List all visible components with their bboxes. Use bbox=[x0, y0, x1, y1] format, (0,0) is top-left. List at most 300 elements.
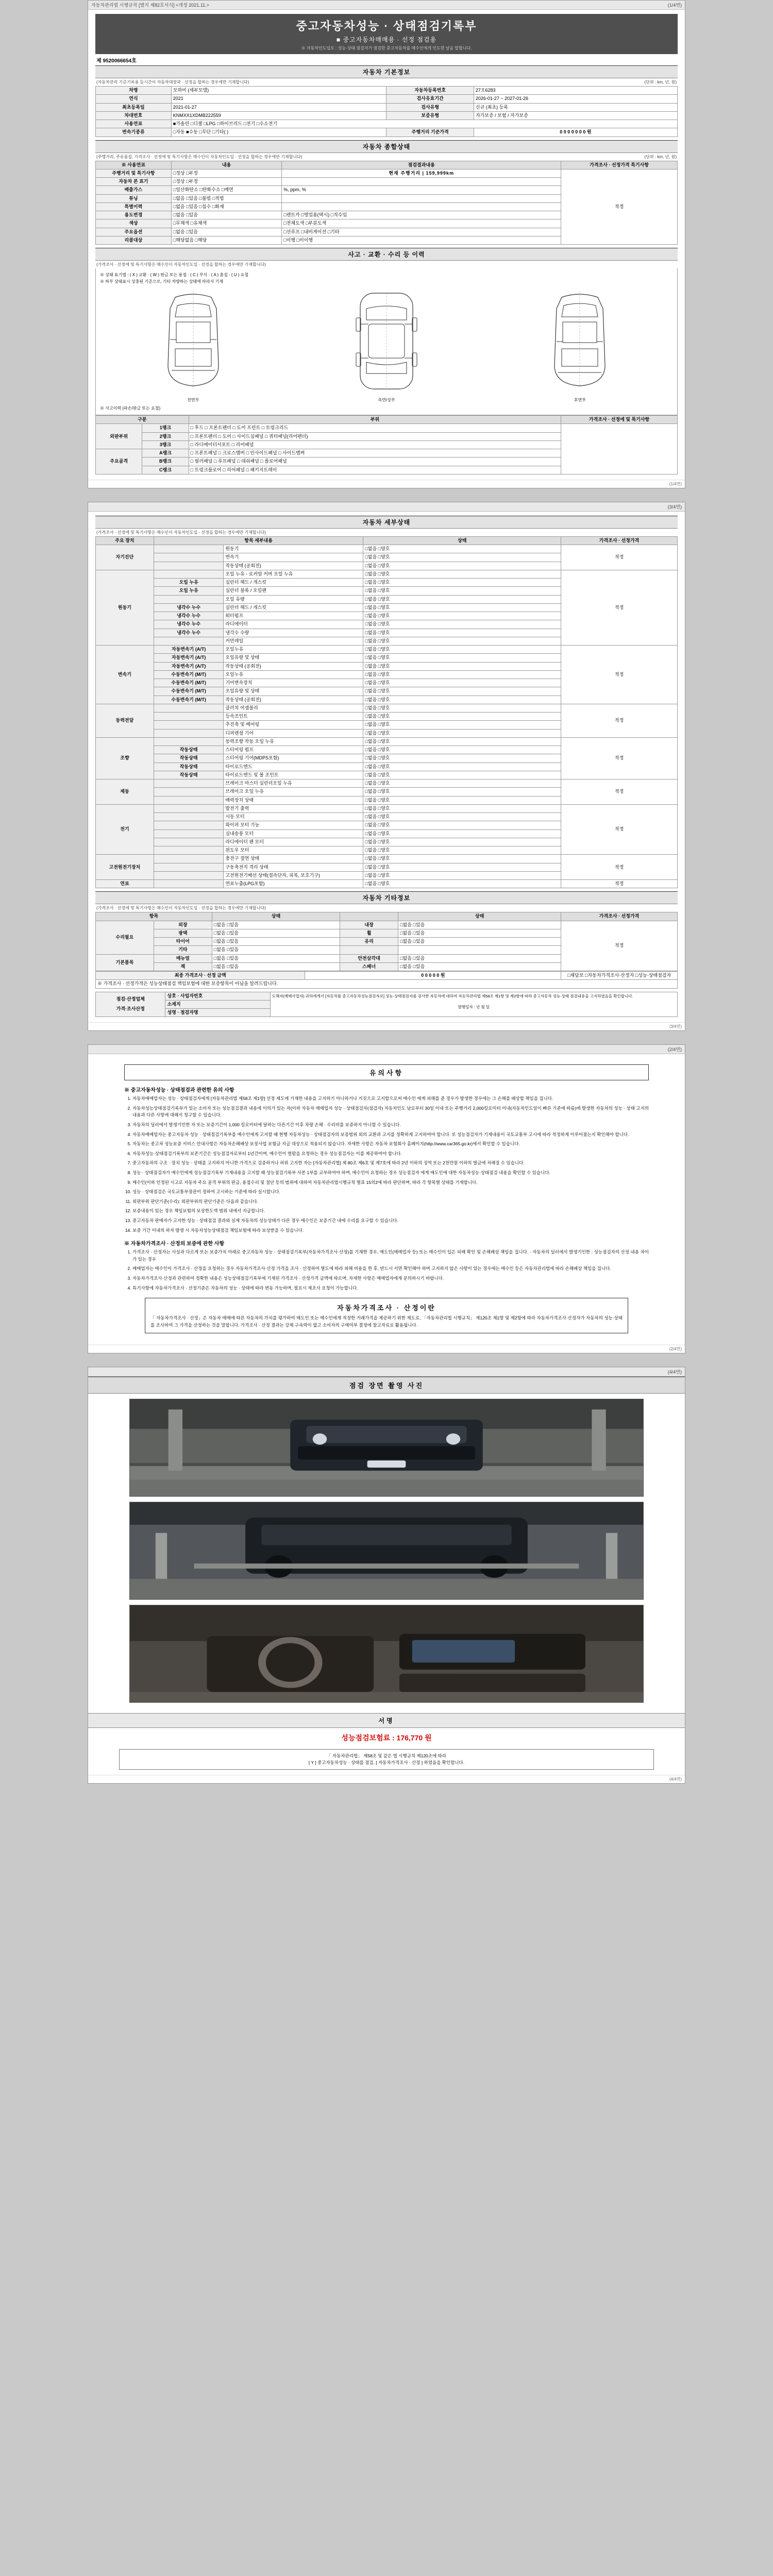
total-price-value: 0 0 0 0 0 원 bbox=[305, 972, 561, 980]
detail-sub-label: 작동상태 bbox=[154, 762, 223, 771]
damage-rank: 2랭크 bbox=[142, 432, 189, 440]
detail-item-state[interactable]: □없음 □양호 bbox=[363, 771, 561, 779]
legal-footer-line-1: 「 자동차관리법」 제58조 및 같은 법 시행규칙 제120조에 따라 bbox=[327, 1753, 446, 1759]
detail-item-name: 냉각수 수량 bbox=[224, 629, 363, 637]
detail-sub-label bbox=[154, 562, 223, 570]
notice-item: 6. 자동차성능·상태점검기록부의 보존기간은 성능점검자로부터 1년간이며, 매수인이 열람을 요청하는 경우 성능점검자는 이를 제공하여야 합니다. bbox=[132, 1150, 649, 1158]
detail-item-state[interactable]: □없음 □양호 bbox=[363, 821, 561, 829]
detail-item-state[interactable]: □없음 □양호 bbox=[363, 629, 561, 637]
detail-item-name: 스티어링 펌프 bbox=[224, 746, 363, 754]
car-top-caption: 측면/상부 bbox=[378, 398, 395, 402]
basic-label: 차대번호 bbox=[96, 111, 172, 120]
notice-item: 3. 자동차가격조사·산정과 관련하여 정확한 내용은 성능상태점검기록부에 기재된 가격조사 · 산정가격 금액에 따르며, 자세한 사항은 매매업자에게 문의하시기 바랍니다. bbox=[132, 1275, 649, 1282]
table-header-row bbox=[96, 416, 678, 424]
notice-item: 2. 매매업자는 매수인이 가격조사 · 산정을 요청하는 경우 자동차가격조사·산정 가격을 조사 · 산정하여 별도에 따라 피해 비용을 한 후, 반드시 서면 확인해야 하며 고지하지 않은 사항이 있는 경우에는 매수인 등은 자동차관리법에 따라 손해배상 책임을 집니다. bbox=[132, 1265, 649, 1273]
detail-sub-label: 오일 누유 bbox=[154, 579, 223, 587]
car-top-svg bbox=[343, 288, 430, 396]
detail-sub-label bbox=[154, 779, 223, 788]
basic-desc-left: (자동차관리 기준기록용 등시간이 자동차대장과 · 선정을 합하는 경우에만 기재합니다) bbox=[96, 80, 249, 84]
etc-note: 적정 bbox=[561, 921, 678, 971]
etc-item-state-2[interactable] bbox=[398, 946, 561, 954]
issuer-row-label: 소재지 bbox=[165, 1000, 270, 1008]
overall-row-state[interactable]: □무채색 □유채색 bbox=[171, 219, 282, 228]
table-row bbox=[96, 779, 678, 788]
detail-sub-label bbox=[154, 880, 223, 888]
detail-item-state[interactable]: □없음 □양호 bbox=[363, 804, 561, 812]
detail-item-name: 커먼레일 bbox=[224, 637, 363, 645]
document-subtitle: ■ 중고자동차매매용 · 선정 점검용 bbox=[336, 36, 437, 43]
etc-item-label: 잭 bbox=[154, 962, 212, 971]
detail-item-state[interactable]: □없음 □양호 bbox=[363, 662, 561, 670]
table-row bbox=[96, 980, 678, 988]
issuer-body-text: 도해자(매매사업자) 귀하에게서 [자동차를 중고자동차성능점검자로] 성능·상태점검자를 검사한 자동차에 대하여 자동차관리법 제58조 제1항 및 제2항에 따라 중고자동차 성능·상태 점검내용을 고지하였음을 확인합니다. bbox=[272, 993, 633, 998]
detail-group-label: 조향 bbox=[96, 737, 154, 779]
detail-item-name: 타이로드엔드 bbox=[224, 762, 363, 771]
basic-value: 신규 (최초) 등록 bbox=[474, 103, 677, 111]
notice-title: 유의사항 bbox=[124, 1064, 649, 1080]
page-4 bbox=[88, 1367, 685, 1784]
issuer-body-cell bbox=[270, 992, 677, 1017]
detail-item-name: 고전원전기배선 상태(접속단자, 피복, 보호기구) bbox=[224, 871, 363, 879]
damage-col-0: 구분 bbox=[96, 416, 189, 424]
etc-item-state-2[interactable]: □없음 □있음 bbox=[398, 962, 561, 971]
basic-value: 2021-01-27 bbox=[171, 103, 386, 111]
detail-group-note: 적정 bbox=[561, 646, 678, 704]
detail-sub-label bbox=[154, 713, 223, 721]
detail-sub-label bbox=[154, 595, 223, 603]
etc-col-1: 상태 bbox=[212, 912, 340, 921]
mileage-value: 현재 주행거리 | 159,999km bbox=[282, 169, 561, 177]
page-3-strip-right: (2/4면) bbox=[667, 1047, 682, 1053]
detail-item-name: 시동 모터 bbox=[224, 813, 363, 821]
damage-rank: C랭크 bbox=[142, 466, 189, 474]
detail-item-name: 오일 유량 bbox=[224, 595, 363, 603]
detail-group-label: 제동 bbox=[96, 779, 154, 805]
overall-desc-left: (주행거리, 주유품질, 가격조사 · 선정에 및 특기사항은 매수인이 자동차인도일 · 선정을 합하는 경우에만 기재합니다) bbox=[96, 154, 303, 159]
table-row bbox=[96, 111, 678, 120]
overall-col-2: 점검결과내용 bbox=[282, 161, 561, 169]
basic-label: 차명 bbox=[96, 87, 172, 95]
section-etc-title: 자동차 기타정보 bbox=[95, 891, 678, 904]
detail-item-state[interactable]: □없음 □양호 bbox=[363, 788, 561, 796]
etc-item-label-2: 내장 bbox=[340, 921, 398, 929]
detail-sub-label bbox=[154, 553, 223, 562]
damage-rank: A랭크 bbox=[142, 449, 189, 457]
accident-desc: (가격조사 · 선정에 및 특기사항은 매수인이 자동차인도일 · 선정을 합하는 경우에만 기재합니다) bbox=[96, 262, 266, 267]
overall-row-state[interactable]: □일산화탄소 □탄화수소 □매연 bbox=[171, 186, 282, 194]
overall-row-content: □이행 □미이행 bbox=[282, 236, 561, 244]
section-detail-title: 자동차 세부상태 bbox=[95, 516, 678, 529]
notice-item: 11. 외판부위 판단기준(수리): 외판부위의 판단기준은 다음과 같습니다. bbox=[132, 1198, 649, 1206]
table-row bbox=[96, 570, 678, 578]
detail-col-3: 가격조사 · 선정가격 bbox=[561, 536, 678, 545]
detail-sub-label bbox=[154, 729, 223, 737]
damage-note bbox=[561, 424, 678, 474]
detail-sub-label: 자동변속기 (A/T) bbox=[154, 662, 223, 670]
basic-value: 자가보증 / 보험 / 자가보증 bbox=[474, 111, 677, 120]
detail-sub-label bbox=[154, 838, 223, 846]
detail-item-name: 구동축전지 격리 상태 bbox=[224, 863, 363, 871]
inspection-photo-1[interactable] bbox=[129, 1399, 644, 1497]
basic-value: 27오6283 bbox=[474, 87, 677, 95]
overall-row-state[interactable]: □없음 □있음 □불법 □적법 bbox=[171, 194, 282, 202]
table-row bbox=[96, 128, 678, 137]
detail-item-name: 클러치 어셈블리 bbox=[224, 704, 363, 712]
etc-item-state-2[interactable]: □없음 □있음 bbox=[398, 929, 561, 937]
detail-item-name: 연료누출(LPG포함) bbox=[224, 880, 363, 888]
overall-col-3: 가격조사 · 선정가격 특기사항 bbox=[561, 161, 678, 169]
detail-item-state[interactable]: □없음 □양호 bbox=[363, 737, 561, 745]
overall-row-label: 특별이력 bbox=[96, 202, 172, 211]
etc-item-state-2[interactable]: □없음 □있음 bbox=[398, 938, 561, 946]
overall-row-state[interactable]: □정상 □부정 bbox=[171, 169, 282, 177]
detail-item-name: 배력장치 상태 bbox=[224, 796, 363, 804]
car-rear-caption: 후면부 bbox=[574, 398, 586, 402]
overall-row-label: 색상 bbox=[96, 219, 172, 228]
notice-item: 2. 자동차성능상태점검기록부가 있는 소비자 또는 성능점검결과 내용에 이의가 있는 자(이하 자동차 매매업자 성능 · 상태점검자(점검자) 자동차인도 날로부터 30일 이내 또는 주행거리 2,000킬로미터 이내(자동차인도일이 빠른 기준에 따름)에 발생한 자동차의 성능 · 상태 고지의 내용과 다른 사항에 대해서 청구할 수 있습니다. bbox=[132, 1105, 649, 1119]
detail-item-name: 실린더 헤드 / 개스킷 bbox=[224, 579, 363, 587]
detail-item-state[interactable]: □없음 □양호 bbox=[363, 687, 561, 696]
detail-group-note: 적정 bbox=[561, 855, 678, 880]
detail-sub-label bbox=[154, 737, 223, 745]
detail-item-name: 작동상태 (공회전) bbox=[224, 662, 363, 670]
detail-group-note: 적정 bbox=[561, 545, 678, 570]
etc-col-0: 항목 bbox=[96, 912, 212, 921]
detail-item-state[interactable]: □없음 □양호 bbox=[363, 570, 561, 578]
detail-item-name: 오일누유 bbox=[224, 670, 363, 679]
overall-row-content: □선루프 □내비게이션 □기타 bbox=[282, 228, 561, 236]
etc-category-label: 기본품목 bbox=[96, 954, 154, 971]
table-row bbox=[96, 804, 678, 812]
basic-label: 주행거리 기준가격 bbox=[386, 128, 474, 137]
basic-label: 사용연료 bbox=[96, 120, 172, 128]
section-etc-desc bbox=[95, 904, 678, 912]
detail-item-state[interactable]: □없음 □양호 bbox=[363, 612, 561, 620]
detail-group-note: 적정 bbox=[561, 704, 678, 737]
damage-items[interactable]: □ 트렁크플로어 □ 리어패널 □ 패키지트레이 bbox=[189, 466, 561, 474]
detail-sub-label: 작동상태 bbox=[154, 746, 223, 754]
detail-desc: (가격조사 · 선정에 및 특기사항은 매수인이 자동차인도일 · 선정을 합하는 경우에만 기재합니다) bbox=[96, 530, 266, 535]
overall-row-state[interactable]: □해당없음 □해당 bbox=[171, 236, 282, 244]
detail-sub-label bbox=[154, 721, 223, 729]
detail-sub-label: 작동상태 bbox=[154, 754, 223, 762]
detail-sub-label bbox=[154, 846, 223, 855]
document-number-value: 9520066654호 bbox=[103, 58, 137, 64]
overall-row-label: 리콜대상 bbox=[96, 236, 172, 244]
photo-gallery bbox=[88, 1394, 685, 1713]
basic-info-table bbox=[95, 86, 678, 137]
overall-row-state[interactable]: □없음 □있음 bbox=[171, 228, 282, 236]
basic-value: 2021 bbox=[171, 95, 386, 103]
detail-item-name: 실린더 헤드 / 개스킷 bbox=[224, 603, 363, 612]
overall-note: 적정 bbox=[561, 169, 678, 244]
detail-item-state[interactable]: □없음 □양호 bbox=[363, 871, 561, 879]
car-diagram-rear bbox=[541, 288, 618, 403]
diagram-legend-2: ※ 하부 상태표시 상충된 기준으로, 기타 차량하는 상태에 따라서 기재 bbox=[100, 279, 223, 284]
damage-category: 외판부위 bbox=[96, 424, 142, 449]
notice-item: 1. 가격조사 · 산정자는 사실과 다르게 또는 보증가치 아래로 중고자동차 성능 · 상태점검기록부(자동차가격조사·산정)를 기재한 경우, 매도인(매매업자 등) 또는 매수인이 입은 피해 확인 및 손해배상 책임을 집니다. · 자동차의 딜러에서 발생기인한 : 성능점검자의 산정 내용 차이가 있는 경우 bbox=[132, 1249, 649, 1263]
overall-row-state[interactable]: □정상 □부정 bbox=[171, 178, 282, 186]
detail-item-state[interactable]: □없음 □양호 bbox=[363, 813, 561, 821]
diagram-legend-1: ※ 상태 표기법 : ( X ) 교환 · ( W ) 판금 또는 용접 · ( C ) 부식 · ( A ) 흠집 · ( U ) 요철 bbox=[100, 273, 249, 277]
detail-group-note: 적정 bbox=[561, 804, 678, 855]
basic-value: KNMXX1XDMB222559 bbox=[171, 111, 386, 120]
detail-item-state[interactable]: □없음 □양호 bbox=[363, 637, 561, 645]
basic-label: 검사유형 bbox=[386, 103, 474, 111]
detail-sub-label bbox=[154, 637, 223, 645]
detail-item-state[interactable]: □없음 □양호 bbox=[363, 562, 561, 570]
damage-items[interactable]: □ 프론트펜더 □ 도어 □ 사이드실패널 □ 쿼터패널(리어펜더) bbox=[189, 432, 561, 440]
detail-item-state[interactable]: □없음 □양호 bbox=[363, 670, 561, 679]
insurance-fee-line bbox=[88, 1728, 685, 1746]
detail-item-state[interactable]: □없음 □양호 bbox=[363, 754, 561, 762]
etc-item-state[interactable]: □없음 □있음 bbox=[212, 929, 340, 937]
detail-item-name: 와이퍼 모터 기능 bbox=[224, 821, 363, 829]
notice-heading-2: ※ 자동차가격조사 · 산정의 보증에 관한 사항 bbox=[124, 1241, 225, 1247]
detail-state-table bbox=[95, 536, 678, 889]
etc-category-label: 수리필요 bbox=[96, 921, 154, 954]
detail-sub-label: 작동상태 bbox=[154, 771, 223, 779]
detail-group-label: 전기 bbox=[96, 804, 154, 855]
page-2-strip-right: (3/4면) bbox=[667, 504, 682, 510]
basic-desc-right: (단위 : km, 년, 원) bbox=[644, 80, 677, 84]
etc-item-label-2: 안전삼각대 bbox=[340, 954, 398, 962]
detail-sub-label: 냉각수 누수 bbox=[154, 603, 223, 612]
detail-item-state[interactable]: □없음 □양호 bbox=[363, 762, 561, 771]
etc-item-state[interactable]: □없음 □있음 bbox=[212, 954, 340, 962]
detail-item-state[interactable]: □없음 □양호 bbox=[363, 863, 561, 871]
issuer-row-label: 상호 · 사업자번호 bbox=[165, 992, 270, 1000]
document-number-label: 제 bbox=[96, 58, 102, 64]
guarantee-box bbox=[145, 1298, 628, 1333]
detail-item-state[interactable]: □없음 □양호 bbox=[363, 713, 561, 721]
notice-list bbox=[132, 1095, 649, 1234]
notice-item: 3. 자동차의 딜러에서 발생기인한 자 또는 보증기간이 1,000 킬로미터에 달하는 다른기간 이후 차량 손해 · 수리비를 보증하지 아니할 수 있습니다. bbox=[132, 1122, 649, 1129]
table-row bbox=[96, 120, 678, 128]
detail-col-1: 항목 세부내용 bbox=[154, 536, 363, 545]
detail-item-state[interactable]: □없음 □양호 bbox=[363, 746, 561, 754]
etc-item-label: 외장 bbox=[154, 921, 212, 929]
signature-bar: 서명 bbox=[88, 1713, 685, 1728]
overall-row-content bbox=[282, 202, 561, 211]
overall-row-state[interactable]: □없음 □있음 □침수 □화재 bbox=[171, 202, 282, 211]
basic-value: 2026-01-27 ~ 2027-01-26 bbox=[474, 95, 677, 103]
overall-desc-right: (단위 : km, 년, 원) bbox=[644, 154, 677, 159]
etc-item-state-2[interactable]: □없음 □있음 bbox=[398, 921, 561, 929]
issuer-left-label bbox=[96, 992, 165, 1017]
page-1-bottom-strip: (1/4면) bbox=[88, 480, 685, 488]
form-reference: 자동차관리법 시행규칙 [별지 제82호서식] <개정 2021.11.> bbox=[91, 3, 209, 8]
table-row bbox=[96, 424, 678, 432]
issuer-table bbox=[95, 992, 678, 1018]
detail-group-note: 적정 bbox=[561, 737, 678, 779]
page-3 bbox=[88, 1044, 685, 1353]
detail-sub-label: 수동변속기 (M/T) bbox=[154, 679, 223, 687]
detail-sub-label bbox=[154, 855, 223, 863]
checker-type[interactable]: □재담보 □자동차가격조사·산정자 □성능·상태점검자 bbox=[561, 972, 678, 980]
detail-item-name: 워터펌프 bbox=[224, 612, 363, 620]
detail-col-0: 주요 장치 bbox=[96, 536, 154, 545]
detail-sub-label: 냉각수 누수 bbox=[154, 629, 223, 637]
notice-item: 4. 특기사항에 자동차가격조사 · 산정기준은 자동차의 성능 · 상태에 따라 변동 가능하며, 필요시 재조사 요청이 가능합니다. bbox=[132, 1285, 649, 1292]
etc-item-state-2[interactable]: □없음 □있음 bbox=[398, 954, 561, 962]
notice-item: 13. 중고자동차 판매자가 고지한 성능 · 상태점검 결과와 실제 자동차의 성능상태가 다른 경우 매수인은 보증기간 내에 수리를 요구할 수 있습니다. bbox=[132, 1217, 649, 1225]
detail-item-state[interactable]: □없음 □양호 bbox=[363, 829, 561, 838]
detail-item-state[interactable]: □없음 □양호 bbox=[363, 779, 561, 788]
insurance-fee-value: 176,770 원 bbox=[396, 1734, 432, 1742]
page-2-top-strip bbox=[88, 502, 685, 512]
basic-label: 변속기종류 bbox=[96, 128, 172, 137]
detail-group-label: 고전원전기장치 bbox=[96, 855, 154, 880]
document-note: ※ 자동차인도일로 : 성능·상태 점검자가 점검한 중고자동차를 매수인에게 인도한 날을 말합니다. bbox=[301, 46, 472, 50]
overall-col-0: ※ 사용연료 bbox=[96, 161, 172, 169]
detail-item-state[interactable]: □없음 □양호 bbox=[363, 696, 561, 704]
detail-item-state[interactable]: □없음 □양호 bbox=[363, 545, 561, 553]
detail-item-name: 실린더 블록 / 오일팬 bbox=[224, 587, 363, 595]
car-diagram-row bbox=[99, 285, 674, 403]
detail-item-state[interactable]: □없음 □양호 bbox=[363, 721, 561, 729]
detail-item-state[interactable]: □없음 □양호 bbox=[363, 704, 561, 712]
detail-item-name: 동력조향 작동 오일 누유 bbox=[224, 737, 363, 745]
overall-row-label: 용도변경 bbox=[96, 211, 172, 219]
etc-item-state[interactable]: □없음 □있음 bbox=[212, 938, 340, 946]
table-header-row bbox=[96, 536, 678, 545]
notice-item: 4. 자동차매매업자는 중고자동차 성능 · 상태점검기록부를 매수인에게 고지할 때 현행 자동차성능 · 상태점검자의 보증범위 외의 교환과 고지를 정확하게 고지하여야 합니다. 또 성능점검자가 기재내용이 국토교통부 고시에 따라 적정하게 이루어졌는지 확인해야 합니다. bbox=[132, 1131, 649, 1139]
detail-item-name: 발전기 출력 bbox=[224, 804, 363, 812]
car-diagram-top bbox=[343, 288, 430, 403]
detail-item-state[interactable]: □없음 □양호 bbox=[363, 679, 561, 687]
detail-sub-label bbox=[154, 796, 223, 804]
etc-table bbox=[95, 912, 678, 971]
basic-value: ■가솔린 □디젤 □LPG □하이브리드 □전기 □수소전기 bbox=[171, 120, 677, 128]
overall-row-content: □전체도색 □부분도색 bbox=[282, 219, 561, 228]
detail-item-name: 브레이크 마스터 실린더오일 누유 bbox=[224, 779, 363, 788]
notice-heading-1: ※ 중고자동차성능 · 상태점검과 관련한 유의 사항 bbox=[124, 1088, 234, 1094]
section-accident-title: 사고 · 교환 · 수리 등 이력 bbox=[95, 248, 678, 261]
detail-item-name: 기어변속장치 bbox=[224, 679, 363, 687]
etc-item-state[interactable]: □없음 □있음 bbox=[212, 946, 340, 954]
etc-item-state[interactable]: □없음 □있음 bbox=[212, 921, 340, 929]
table-row bbox=[96, 103, 678, 111]
etc-item-label-2: 스패너 bbox=[340, 962, 398, 971]
overall-row-label: 튜닝 bbox=[96, 194, 172, 202]
car-diagram-front bbox=[155, 288, 232, 403]
detail-group-label: 자기진단 bbox=[96, 545, 154, 570]
basic-label: 연식 bbox=[96, 95, 172, 103]
detail-item-state[interactable]: □없음 □양호 bbox=[363, 654, 561, 662]
damage-items[interactable]: □ 프론트패널 □ 크로스멤버 □ 인사이드패널 □ 사이드멤버 bbox=[189, 449, 561, 457]
section-accident-desc bbox=[95, 261, 678, 268]
detail-item-state[interactable]: □없음 □양호 bbox=[363, 646, 561, 654]
page-4-strip-right: (4/4면) bbox=[667, 1369, 682, 1375]
total-price-table bbox=[95, 971, 678, 989]
detail-group-label: 원동기 bbox=[96, 570, 154, 645]
notice-item: 1. 자동차매매업자는 성능 · 상태점검자에게 [자동차관리법 제58조 제1항] 선정 제도에 기재한 내용을 고지하기 아니하거나 거짓으로 고지할으로써 매수인 에게 피해를 준 경우가 발생한 경우에는 그 손해를 배상할 책임을 집니다. bbox=[132, 1095, 649, 1103]
accident-extra-note: ※ 사고이력 (파손/판금 또는 요철) bbox=[100, 406, 161, 411]
damage-items[interactable]: □ 필러패널 □ 루프패널 □ 대쉬패널 □ 플로어패널 bbox=[189, 457, 561, 466]
detail-sub-label: 냉각수 누수 bbox=[154, 612, 223, 620]
table-row bbox=[96, 545, 678, 553]
detail-sub-label bbox=[154, 788, 223, 796]
inspection-photo-3[interactable] bbox=[129, 1605, 644, 1703]
notice-item: 12. 보증내용이 있는 경우 책임보험의 보상한도액 범위 내에서 지급합니다. bbox=[132, 1208, 649, 1215]
detail-sub-label bbox=[154, 804, 223, 812]
detail-item-name: 라디에이터 bbox=[224, 620, 363, 629]
etc-item-state[interactable]: □없음 □있음 bbox=[212, 962, 340, 971]
damage-rank: B랭크 bbox=[142, 457, 189, 466]
detail-sub-label: 자동변속기 (A/T) bbox=[154, 654, 223, 662]
table-row bbox=[96, 95, 678, 103]
detail-item-state[interactable]: □없음 □양호 bbox=[363, 553, 561, 562]
detail-item-name: 충전구 절연 상태 bbox=[224, 855, 363, 863]
damage-diagram-area bbox=[95, 268, 678, 415]
detail-item-name: 타이로드엔드 및 볼 조인트 bbox=[224, 771, 363, 779]
detail-sub-label: 오일 누유 bbox=[154, 587, 223, 595]
detail-sub-label: 수동변속기 (M/T) bbox=[154, 670, 223, 679]
total-price-label: 최종 가격조사 · 선정 금액 bbox=[96, 972, 305, 980]
table-row bbox=[96, 704, 678, 712]
detail-item-state[interactable]: □없음 □양호 bbox=[363, 729, 561, 737]
section-detail-desc bbox=[95, 529, 678, 536]
damage-items[interactable]: □ 후드 □ 프론트펜더 □ 도어 프런트 □ 트렁크리드 bbox=[189, 424, 561, 432]
detail-item-state[interactable]: □없음 □양호 bbox=[363, 595, 561, 603]
detail-item-name: 오일유량 및 상태 bbox=[224, 687, 363, 696]
detail-sub-label bbox=[154, 570, 223, 578]
notice-item: 5. 자동차는 중고차 성능보증 서비스 안내사항은 자동차손해배상 보장사업 보험금 지급 대상으로 적용되지 않습니다. 자세한 사항은 자동차 보험회사 홈페이지(http://www.car365.go.kr)에서 확인할 수 있습니다. bbox=[132, 1141, 649, 1148]
page-4-bottom-strip: (4/4면) bbox=[88, 1775, 685, 1783]
table-header-row bbox=[96, 912, 678, 921]
etc-item-label: 기타 bbox=[154, 946, 212, 954]
detail-sub-label: 수동변속기 (M/T) bbox=[154, 687, 223, 696]
detail-item-state[interactable]: □없음 □양호 bbox=[363, 579, 561, 587]
inspection-photo-2[interactable] bbox=[129, 1502, 644, 1600]
detail-item-state[interactable]: □없음 □양호 bbox=[363, 855, 561, 863]
notice-item: 10. 성능 · 상태점검은 국토교통부장관이 정하여 고시하는 기준에 따라 실시합니다. bbox=[132, 1189, 649, 1196]
detail-item-state[interactable]: □없음 □양호 bbox=[363, 846, 561, 855]
detail-item-state[interactable]: □없음 □양호 bbox=[363, 796, 561, 804]
issuer-left-label-2: 가격·조사산정 bbox=[116, 1006, 145, 1012]
detail-item-state[interactable]: □없음 □양호 bbox=[363, 587, 561, 595]
detail-group-note: 적정 bbox=[561, 880, 678, 888]
etc-item-label-2 bbox=[340, 946, 398, 954]
issuer-row-label: 성명 · 점검자명 bbox=[165, 1009, 270, 1017]
detail-item-state[interactable]: □없음 □양호 bbox=[363, 880, 561, 888]
inspection-photo-2-svg bbox=[130, 1502, 643, 1599]
damage-rank: 1랭크 bbox=[142, 424, 189, 432]
notice-item: 14. 보증 기간 이내의 하자 발생 시 자동차성능상태점검 책임보험에 따라 보상받을 수 있습니다. bbox=[132, 1227, 649, 1234]
etc-col-0b bbox=[340, 912, 398, 921]
page-1 bbox=[88, 0, 685, 488]
overall-row-content bbox=[282, 178, 561, 186]
damage-col-2: 가격조사 · 선정에 및 특기사항 bbox=[561, 416, 678, 424]
overall-row-state[interactable]: □없음 □있음 bbox=[171, 211, 282, 219]
detail-col-2: 상태 bbox=[363, 536, 561, 545]
detail-item-name: 스티어링 기어(MDPS포함) bbox=[224, 754, 363, 762]
basic-label: 자동차등록번호 bbox=[386, 87, 474, 95]
basic-label: 보증유형 bbox=[386, 111, 474, 120]
detail-item-state[interactable]: □없음 □양호 bbox=[363, 620, 561, 629]
damage-rank: 3랭크 bbox=[142, 440, 189, 449]
detail-item-name: 디퍼렌셜 기어 bbox=[224, 729, 363, 737]
detail-item-state[interactable]: □없음 □양호 bbox=[363, 838, 561, 846]
damage-items[interactable]: □ 라디에이터서포트 □ 리어패널 bbox=[189, 440, 561, 449]
document-number bbox=[95, 54, 678, 65]
overall-row-content bbox=[282, 194, 561, 202]
overall-row-label: 자동차 본 표기 bbox=[96, 178, 172, 186]
detail-item-state[interactable]: □없음 □양호 bbox=[363, 603, 561, 612]
table-row bbox=[96, 87, 678, 95]
notice-item: 9. 매수인(이하 인정된 시고로 자동차 주요 골격 부위의 판금, 용접수리 및 절단 등의 범위에 대하여 자동차관리법시행규칙 별표 15의2에 따라 판단하며, 따라 각 항목별 상태를 기재합니다. bbox=[132, 1179, 649, 1187]
